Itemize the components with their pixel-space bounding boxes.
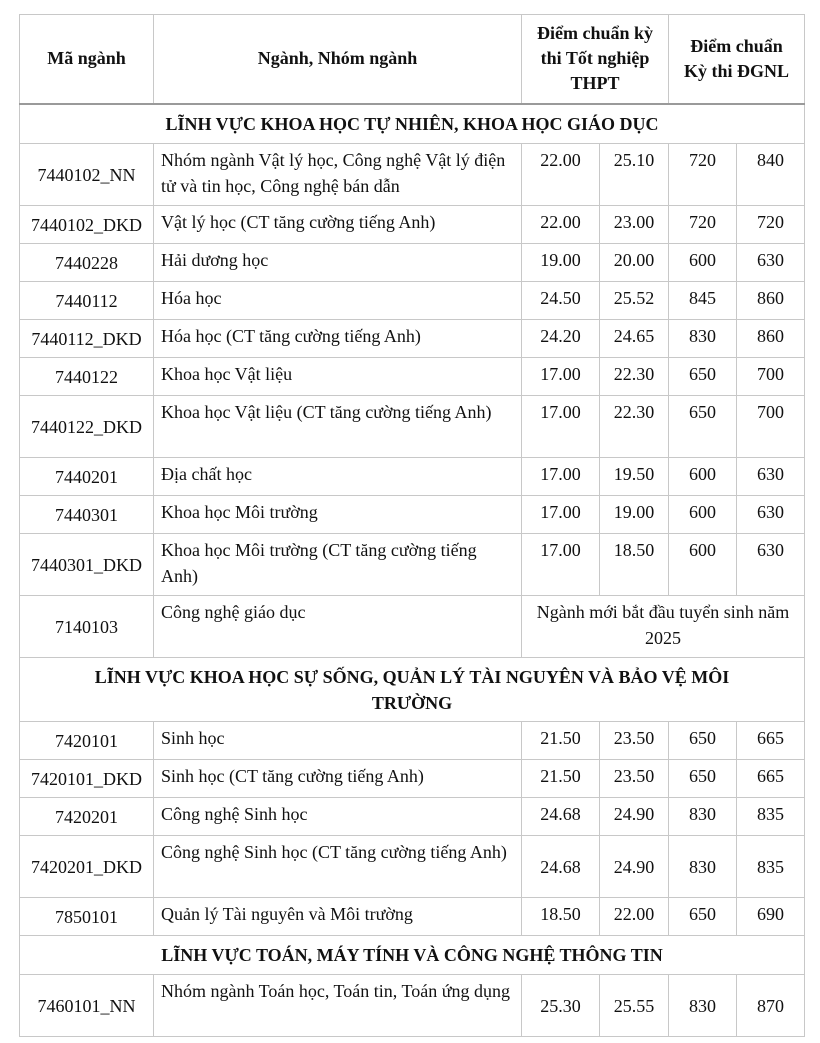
dgnl-score-2: 835 <box>737 798 805 836</box>
major-name: Nhóm ngành Vật lý học, Công nghệ Vật lý điện tử và tin học, Công nghệ bán dẫn <box>154 144 522 206</box>
thpt-score-1: 21.50 <box>522 760 600 798</box>
section-row <box>20 658 805 722</box>
header-row <box>20 15 805 104</box>
table-row <box>20 534 805 596</box>
major-code: 7140103 <box>20 596 154 658</box>
major-name: Khoa học Vật liệu (CT tăng cường tiếng Anh) <box>154 396 522 458</box>
dgnl-score-1: 600 <box>669 534 737 596</box>
dgnl-score-1: 845 <box>669 282 737 320</box>
dgnl-score-2: 720 <box>737 206 805 244</box>
major-name: Công nghệ giáo dục <box>154 596 522 658</box>
thpt-score-2: 24.90 <box>600 798 669 836</box>
header-name: Ngành, Nhóm ngành <box>154 15 522 104</box>
table-row <box>20 760 805 798</box>
major-name: Công nghệ Sinh học (CT tăng cường tiếng Anh) <box>154 836 522 898</box>
dgnl-score-2: 835 <box>737 836 805 898</box>
dgnl-score-2: 630 <box>737 496 805 534</box>
major-name: Hải dương học <box>154 244 522 282</box>
new-major-note: Ngành mới bắt đầu tuyển sinh năm 2025 <box>522 596 805 658</box>
dgnl-score-1: 600 <box>669 458 737 496</box>
table-row <box>20 898 805 936</box>
header-dgnl: Điểm chuẩn Kỳ thi ĐGNL <box>669 15 805 104</box>
major-name: Khoa học Môi trường <box>154 496 522 534</box>
thpt-score-2: 25.55 <box>600 975 669 1037</box>
thpt-score-2: 23.50 <box>600 722 669 760</box>
major-code: 7460101_NN <box>20 975 154 1037</box>
section-row <box>20 936 805 975</box>
major-code: 7440201 <box>20 458 154 496</box>
major-code: 7440112 <box>20 282 154 320</box>
major-name: Khoa học Vật liệu <box>154 358 522 396</box>
thpt-score-1: 17.00 <box>522 396 600 458</box>
dgnl-score-1: 830 <box>669 975 737 1037</box>
major-code: 7440102_DKD <box>20 206 154 244</box>
header-code: Mã ngành <box>20 15 154 104</box>
major-name: Vật lý học (CT tăng cường tiếng Anh) <box>154 206 522 244</box>
section-title: LĨNH VỰC KHOA HỌC TỰ NHIÊN, KHOA HỌC GIÁO DỤC <box>20 104 805 144</box>
table-row <box>20 396 805 458</box>
table-row <box>20 836 805 898</box>
thpt-score-1: 19.00 <box>522 244 600 282</box>
major-code: 7420101_DKD <box>20 760 154 798</box>
dgnl-score-2: 665 <box>737 760 805 798</box>
dgnl-score-1: 650 <box>669 396 737 458</box>
table-row <box>20 244 805 282</box>
major-name: Quản lý Tài nguyên và Môi trường <box>154 898 522 936</box>
dgnl-score-1: 830 <box>669 320 737 358</box>
dgnl-score-1: 650 <box>669 760 737 798</box>
thpt-score-2: 24.65 <box>600 320 669 358</box>
dgnl-score-2: 630 <box>737 458 805 496</box>
dgnl-score-1: 650 <box>669 722 737 760</box>
dgnl-score-1: 650 <box>669 358 737 396</box>
dgnl-score-1: 830 <box>669 798 737 836</box>
dgnl-score-1: 600 <box>669 244 737 282</box>
dgnl-score-2: 630 <box>737 244 805 282</box>
major-name: Sinh học (CT tăng cường tiếng Anh) <box>154 760 522 798</box>
section-title: LĨNH VỰC TOÁN, MÁY TÍNH VÀ CÔNG NGHỆ THÔNG TIN <box>20 936 805 975</box>
section-row <box>20 104 805 144</box>
dgnl-score-1: 600 <box>669 496 737 534</box>
thpt-score-1: 17.00 <box>522 358 600 396</box>
table-row <box>20 458 805 496</box>
thpt-score-2: 25.52 <box>600 282 669 320</box>
major-code: 7850101 <box>20 898 154 936</box>
thpt-score-1: 17.00 <box>522 458 600 496</box>
major-name: Địa chất học <box>154 458 522 496</box>
dgnl-score-2: 860 <box>737 320 805 358</box>
thpt-score-2: 23.50 <box>600 760 669 798</box>
dgnl-score-2: 860 <box>737 282 805 320</box>
thpt-score-1: 22.00 <box>522 206 600 244</box>
thpt-score-2: 24.90 <box>600 836 669 898</box>
thpt-score-1: 24.20 <box>522 320 600 358</box>
thpt-score-1: 21.50 <box>522 722 600 760</box>
dgnl-score-1: 720 <box>669 144 737 206</box>
thpt-score-2: 19.00 <box>600 496 669 534</box>
dgnl-score-2: 665 <box>737 722 805 760</box>
major-code: 7420101 <box>20 722 154 760</box>
thpt-score-1: 17.00 <box>522 534 600 596</box>
dgnl-score-1: 830 <box>669 836 737 898</box>
major-name: Sinh học <box>154 722 522 760</box>
thpt-score-1: 18.50 <box>522 898 600 936</box>
thpt-score-2: 23.00 <box>600 206 669 244</box>
table-row <box>20 320 805 358</box>
major-code: 7440122_DKD <box>20 396 154 458</box>
thpt-score-2: 18.50 <box>600 534 669 596</box>
thpt-score-1: 24.68 <box>522 836 600 898</box>
major-name: Hóa học <box>154 282 522 320</box>
table-row <box>20 144 805 206</box>
admission-scores-table <box>19 14 805 1037</box>
major-code: 7440301 <box>20 496 154 534</box>
thpt-score-1: 24.50 <box>522 282 600 320</box>
section-title: LĨNH VỰC KHOA HỌC SỰ SỐNG, QUẢN LÝ TÀI NGUYÊN VÀ BẢO VỆ MÔI TRƯỜNG <box>20 658 805 722</box>
dgnl-score-2: 630 <box>737 534 805 596</box>
table-row <box>20 975 805 1037</box>
header-thpt: Điểm chuẩn kỳ thi Tốt nghiệp THPT <box>522 15 669 104</box>
thpt-score-2: 22.30 <box>600 358 669 396</box>
thpt-score-1: 22.00 <box>522 144 600 206</box>
table-row <box>20 722 805 760</box>
dgnl-score-2: 690 <box>737 898 805 936</box>
major-code: 7440301_DKD <box>20 534 154 596</box>
thpt-score-1: 25.30 <box>522 975 600 1037</box>
thpt-score-1: 17.00 <box>522 496 600 534</box>
table-row <box>20 496 805 534</box>
table-row <box>20 798 805 836</box>
table-row <box>20 358 805 396</box>
thpt-score-2: 19.50 <box>600 458 669 496</box>
major-name: Khoa học Môi trường (CT tăng cường tiếng Anh) <box>154 534 522 596</box>
table-row <box>20 596 805 658</box>
thpt-score-2: 22.00 <box>600 898 669 936</box>
major-code: 7420201 <box>20 798 154 836</box>
dgnl-score-2: 840 <box>737 144 805 206</box>
major-code: 7440228 <box>20 244 154 282</box>
thpt-score-2: 25.10 <box>600 144 669 206</box>
major-code: 7420201_DKD <box>20 836 154 898</box>
dgnl-score-2: 870 <box>737 975 805 1037</box>
major-code: 7440112_DKD <box>20 320 154 358</box>
thpt-score-2: 20.00 <box>600 244 669 282</box>
table-row <box>20 206 805 244</box>
dgnl-score-1: 720 <box>669 206 737 244</box>
table-row <box>20 282 805 320</box>
major-name: Nhóm ngành Toán học, Toán tin, Toán ứng dụng <box>154 975 522 1037</box>
dgnl-score-1: 650 <box>669 898 737 936</box>
thpt-score-1: 24.68 <box>522 798 600 836</box>
dgnl-score-2: 700 <box>737 396 805 458</box>
major-code: 7440122 <box>20 358 154 396</box>
major-name: Công nghệ Sinh học <box>154 798 522 836</box>
thpt-score-2: 22.30 <box>600 396 669 458</box>
major-code: 7440102_NN <box>20 144 154 206</box>
major-name: Hóa học (CT tăng cường tiếng Anh) <box>154 320 522 358</box>
dgnl-score-2: 700 <box>737 358 805 396</box>
